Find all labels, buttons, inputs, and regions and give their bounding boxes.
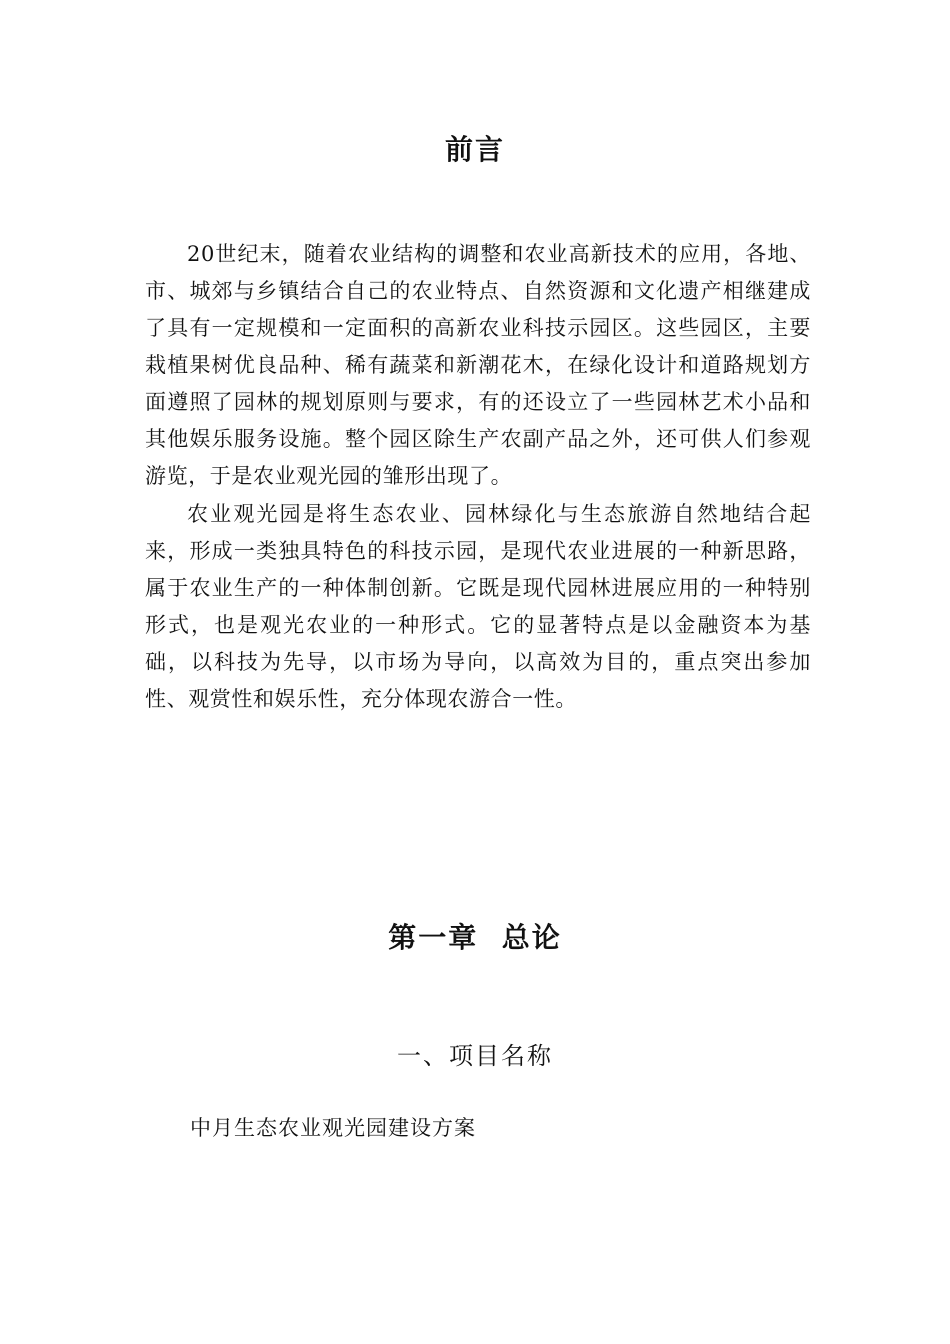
section-heading: 一、项目名称	[397, 1042, 553, 1070]
preface-heading: 前言	[444, 133, 505, 166]
paragraph-text: 20世纪末，随着农业结构的调整和农业高新技术的应用，各地、市、城郊与乡镇结合自己的农业特点、自然资源和文化遗产相继建成了具有一定规模和一定面积的高新农业科技示园区。这些园区，主要栽植果树优良品种、稀有蔬菜和新潮花木，在绿化设计和道路规划方面遵照了园林的规划原则与要求，有的还设立了一些园林艺术小品和其他娱乐服务设施。整个园区除生产农副产品之外，还可供人们参观游览，于是农业观光园的雏形出现了。	[145, 242, 811, 488]
project-name-text: 中月生态农业观光园建设方案	[190, 1116, 476, 1140]
preface-paragraph-2	[145, 496, 811, 718]
chapter-heading: 第一章 总论	[388, 921, 562, 954]
paragraph-text: 农业观光园是将生态农业、园林绿化与生态旅游自然地结合起来，形成一类独具特色的科技示园，是现代农业进展的一种新思路，属于农业生产的一种体制创新。它既是现代园林进展应用的一种特别形式，也是观光农业的一种形式。它的显著特点是以金融资本为基础，以科技为先导，以市场为导向，以高效为目的，重点突出参加性、观赏性和娱乐性，充分体现农游合一性。	[145, 502, 811, 711]
preface-paragraph-1	[145, 236, 811, 495]
